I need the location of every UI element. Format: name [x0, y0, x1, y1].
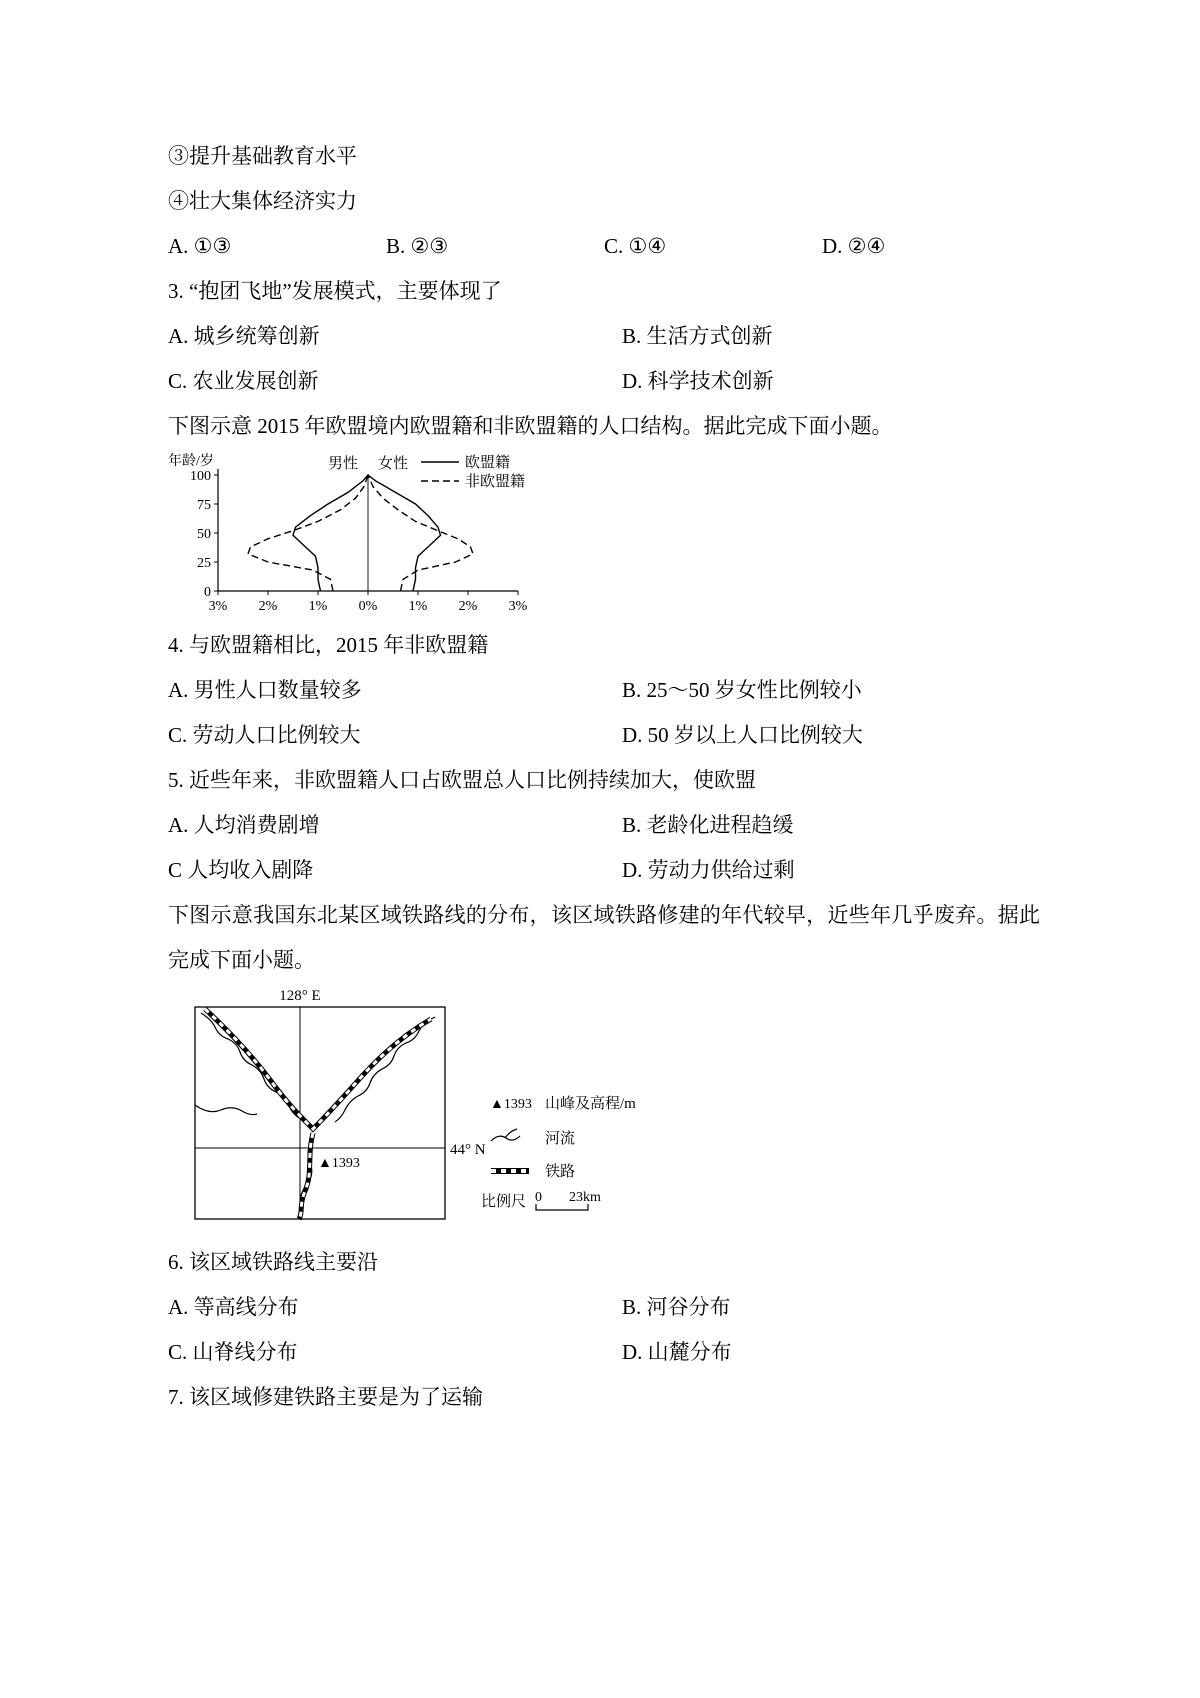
choice-c: C. ①④: [604, 234, 667, 258]
choice-d: D. ②④: [822, 234, 886, 258]
pyramid-intro-text: 下图示意 2015 年欧盟境内欧盟籍和非欧盟籍的人口结构。据此完成下面小题。: [168, 414, 893, 438]
legend-river-label: 河流: [545, 1131, 576, 1147]
choice-b: B. ②③: [386, 234, 449, 258]
x-tick-label: 2%: [258, 599, 278, 614]
question-5-choices-row-1: [168, 803, 1040, 848]
male-side-label: 男性: [327, 456, 358, 472]
choice-a: A. 男性人口数量较多: [168, 678, 362, 702]
peak-marker: ▲1393: [318, 1156, 360, 1171]
question-5-stem: 5. 近些年来，非欧盟籍人口占欧盟总人口比例持续加大，使欧盟: [168, 768, 756, 792]
x-tick-label: 0%: [358, 599, 378, 614]
choice-a: A. 人均消费剧增: [168, 813, 320, 837]
question-4-choices-row-1: [168, 668, 1040, 713]
question-4-stem: 4. 与欧盟籍相比，2015 年非欧盟籍: [168, 633, 489, 657]
railway-map-figure: [187, 987, 657, 1235]
population-pyramid-chart: [168, 453, 598, 623]
choice-a: A. ①③: [168, 234, 232, 258]
choice-b: B. 生活方式创新: [622, 324, 773, 348]
legend-peak-symbol: ▲1393: [490, 1097, 532, 1112]
y-tick-label: 50: [197, 527, 211, 542]
choice-b: B. 河谷分布: [622, 1295, 731, 1319]
series-欧盟籍-male: [293, 475, 368, 591]
choice-c: C. 劳动人口比例较大: [168, 723, 361, 747]
pyramid-y-axis-label: 年龄/岁: [168, 454, 214, 469]
map-intro-text: 下图示意我国东北某区域铁路线的分布，该区域铁路修建的年代较早，近些年几乎废弃。据此完成下面小题。: [168, 903, 1040, 972]
question-5-choices-row-2: [168, 848, 1040, 893]
choice-c: C 人均收入剧降: [168, 858, 314, 882]
x-tick-label: 1%: [408, 599, 428, 614]
question-3-choices-row-1: [168, 314, 1040, 359]
choice-c: C. 山脊线分布: [168, 1340, 298, 1364]
y-tick-label: 0: [204, 585, 211, 600]
legend-scale-label: 比例尺: [481, 1194, 527, 1210]
choice-a: A. 等高线分布: [168, 1295, 299, 1319]
prev-question-option-3: ③提升基础教育水平: [168, 144, 357, 168]
map-legend: [481, 1094, 636, 1210]
choice-a: A. 城乡统筹创新: [168, 324, 320, 348]
y-tick-label: 75: [197, 498, 211, 513]
legend-label-非欧盟籍: 非欧盟籍: [465, 474, 526, 490]
legend-label-欧盟籍: 欧盟籍: [465, 455, 511, 471]
legend-peak-label: 山峰及高程/m: [545, 1096, 636, 1112]
choice-b: B. 老龄化进程趋缓: [622, 813, 794, 837]
prev-question-option-4: ④壮大集体经济实力: [168, 189, 357, 213]
question-6-choices-row-2: [168, 1330, 1040, 1375]
choice-d: D. 50 岁以上人口比例较大: [622, 723, 863, 747]
scale-end-value: 23km: [569, 1190, 601, 1205]
choice-d: D. 科学技术创新: [622, 369, 774, 393]
x-tick-label: 3%: [208, 599, 228, 614]
question-3-stem: 3. “抱团飞地”发展模式，主要体现了: [168, 279, 502, 303]
x-tick-label: 3%: [508, 599, 528, 614]
x-tick-label: 2%: [458, 599, 478, 614]
question-4-choices-row-2: [168, 713, 1040, 758]
railway-lines: [205, 1009, 431, 1219]
question-7-stem: 7. 该区域修建铁路主要是为了运输: [168, 1385, 483, 1409]
series-非欧盟籍-male: [248, 475, 368, 591]
choice-d: D. 劳动力供给过剩: [622, 858, 795, 882]
choice-c: C. 农业发展创新: [168, 369, 319, 393]
series-非欧盟籍-female: [368, 475, 473, 591]
question-6-stem: 6. 该区域铁路线主要沿: [168, 1250, 378, 1274]
choice-b: B. 25～50 岁女性比例较小: [622, 678, 862, 702]
scale-start-value: 0: [535, 1190, 542, 1205]
y-tick-label: 100: [190, 469, 211, 484]
y-tick-label: 25: [197, 556, 211, 571]
legend-railway-label: 铁路: [545, 1164, 576, 1180]
meridian-label: 128° E: [279, 988, 321, 1004]
prev-question-choices-row: [168, 224, 1040, 269]
question-6-choices-row-1: [168, 1285, 1040, 1330]
choice-d: D. 山麓分布: [622, 1340, 732, 1364]
x-tick-label: 1%: [308, 599, 328, 614]
question-3-choices-row-2: [168, 359, 1040, 404]
legend-river-symbol: [491, 1129, 520, 1141]
parallel-label: 44° N: [450, 1142, 486, 1158]
female-side-label: 女性: [378, 456, 409, 472]
